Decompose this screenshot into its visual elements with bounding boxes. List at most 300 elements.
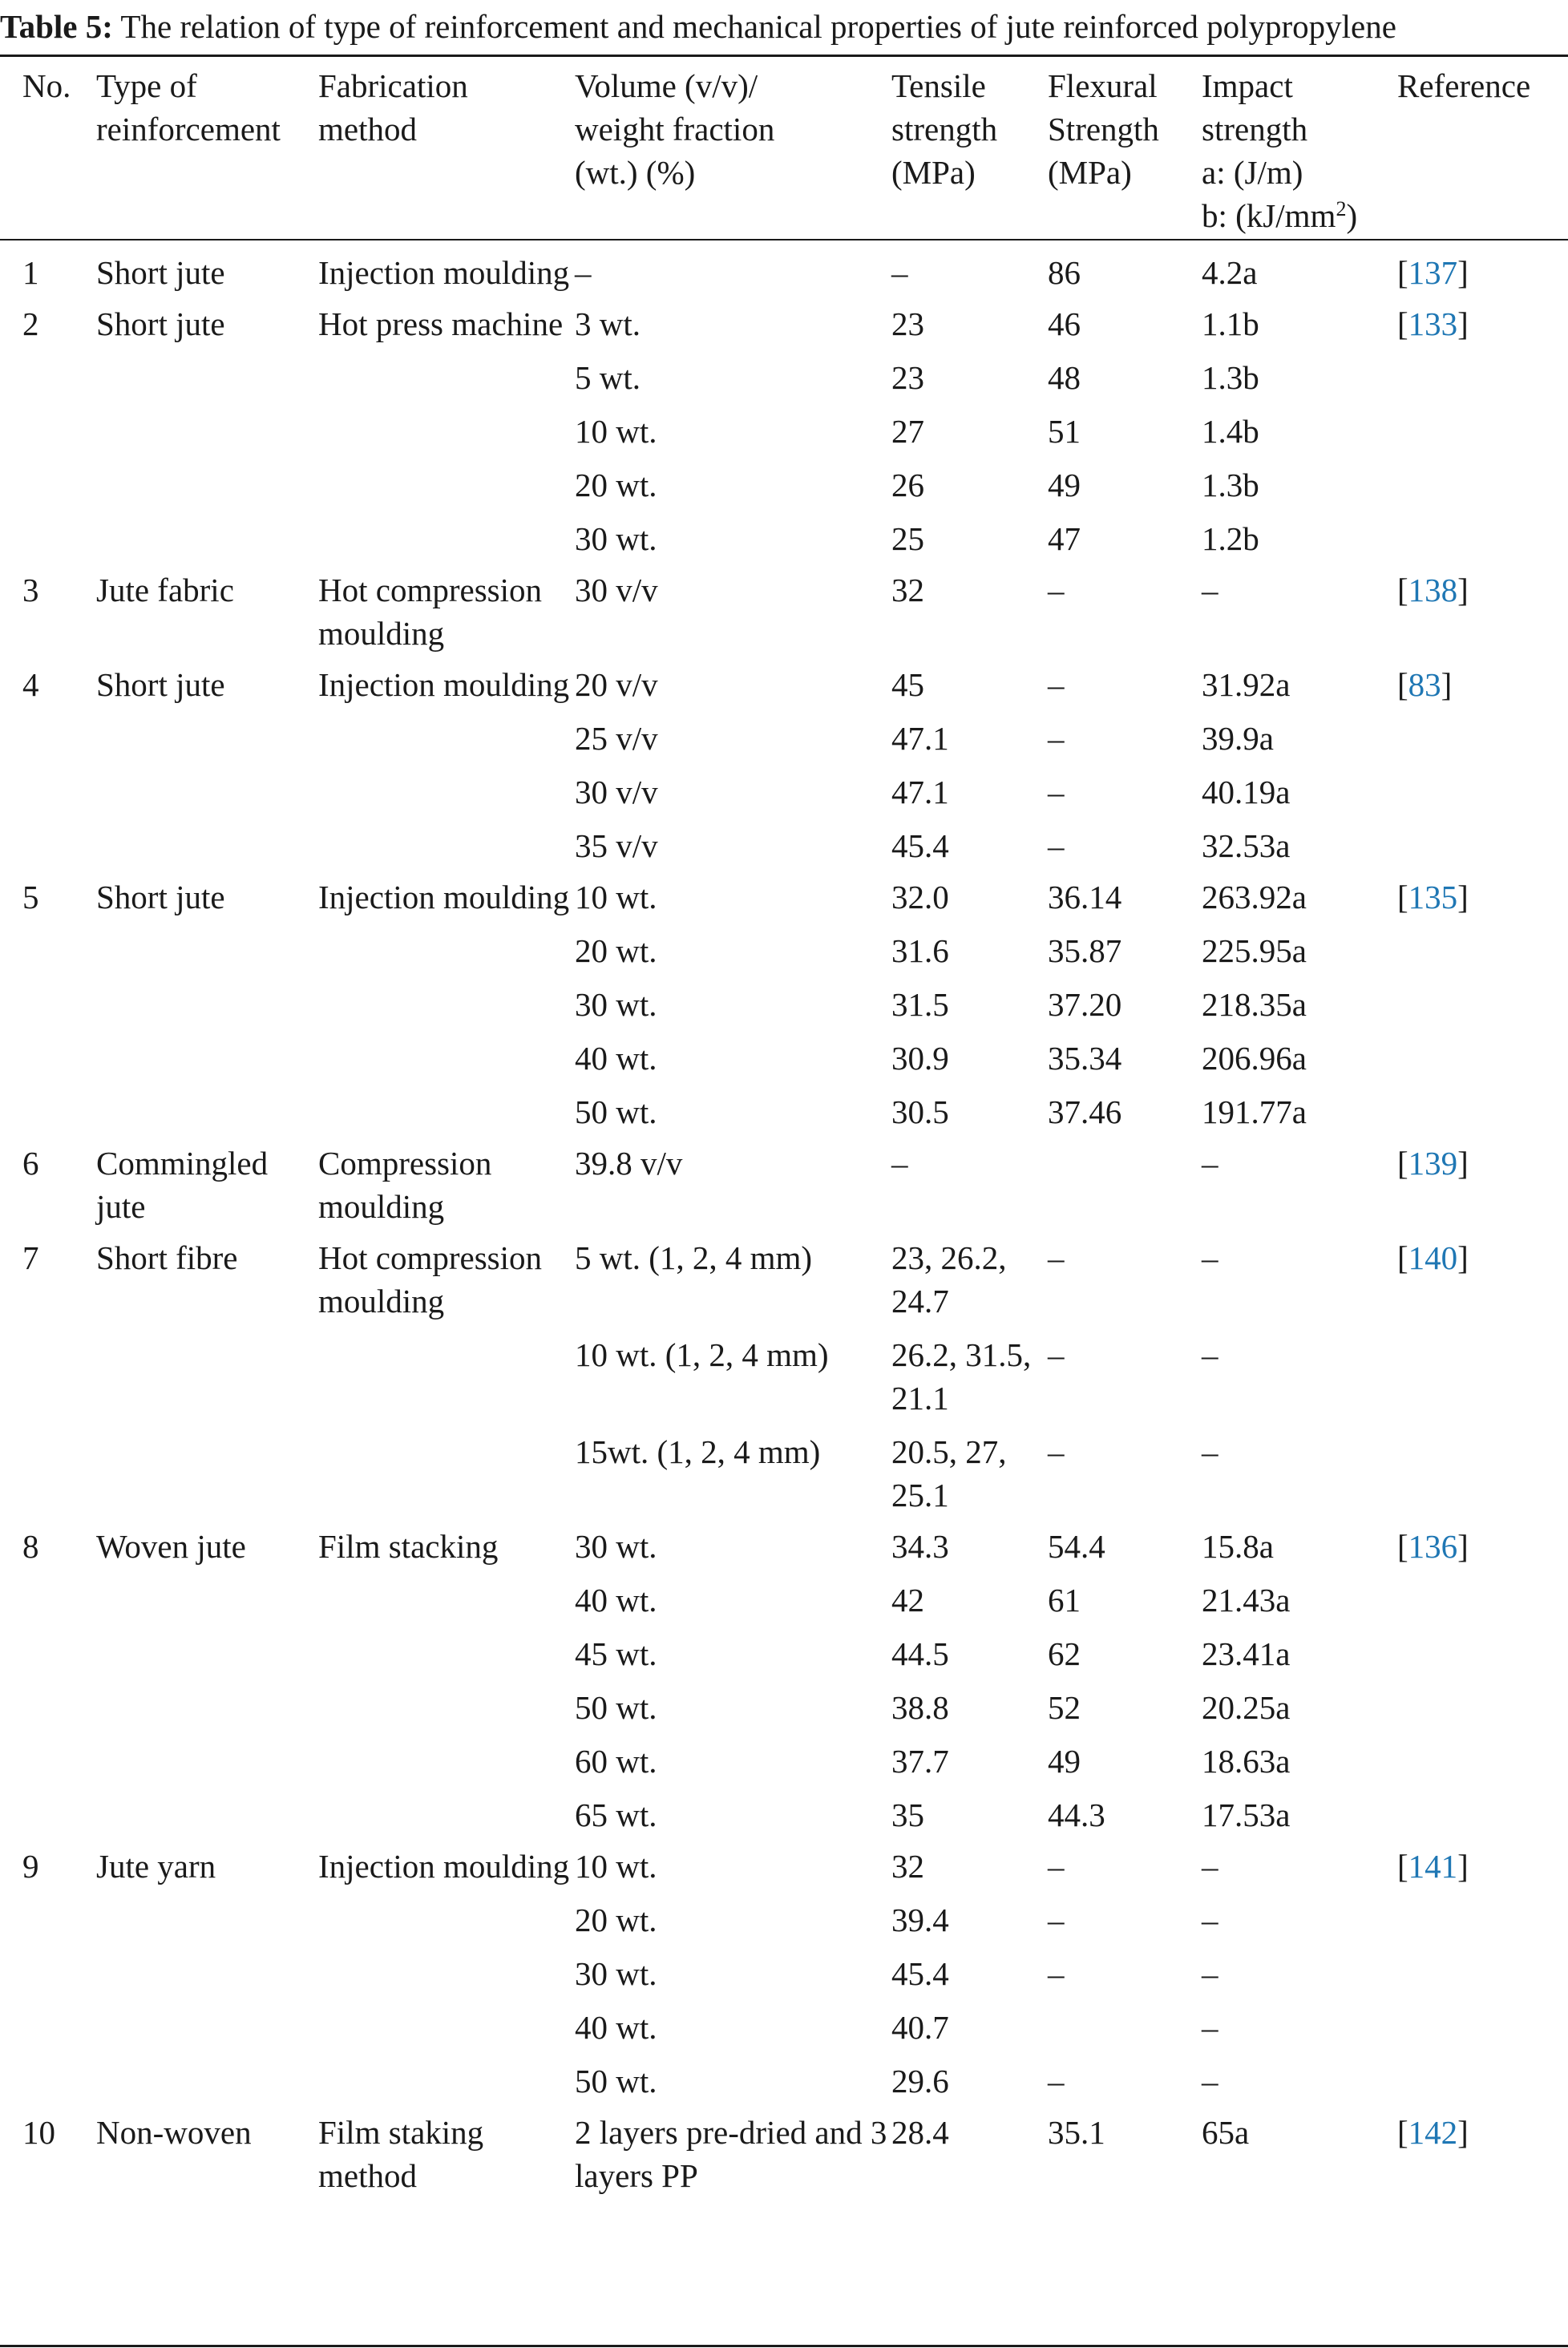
cell-reference [1397, 1622, 1568, 1675]
cell-fabrication-method: Hot compression moulding [318, 1239, 542, 1319]
cell-impact-strength: – [1202, 2063, 1218, 2099]
cell-volume-fraction: 30 v/v [575, 774, 658, 810]
table-bottom-rule [0, 2345, 1568, 2347]
cell-reference [1397, 1675, 1568, 1729]
cell-impact-strength: 65a [1202, 2114, 1250, 2151]
reference-link[interactable]: 141 [1408, 1848, 1458, 1885]
cell-fabrication-method [318, 1026, 575, 1080]
cell-flexural-strength: – [1048, 774, 1065, 810]
cell-tensile-strength: 45.4 [891, 827, 949, 864]
cell-reference [1397, 399, 1568, 453]
cell-impact-strength: 15.8a [1202, 1528, 1274, 1565]
cell-flexural-strength: 36.14 [1048, 879, 1122, 915]
cell-reference: [138] [1397, 572, 1469, 608]
cell-no [0, 2049, 96, 2103]
cell-reference: [135] [1397, 879, 1469, 915]
cell-tensile-strength: 39.4 [891, 1901, 949, 1938]
cell-impact-strength: 1.3b [1202, 359, 1259, 396]
cell-reference [1397, 1888, 1568, 1942]
cell-volume-fraction: 20 wt. [575, 932, 657, 969]
cell-no [0, 1323, 96, 1420]
cell-no [0, 1080, 96, 1134]
cell-no [0, 1995, 96, 2049]
cell-reinforcement-type [96, 2049, 318, 2103]
cell-no: 6 [22, 1145, 39, 1182]
table-row [0, 507, 1568, 560]
cell-tensile-strength: 45.4 [891, 1955, 949, 1992]
cell-impact-strength: – [1202, 1955, 1218, 1992]
cell-volume-fraction: 10 wt. [575, 1848, 657, 1885]
cell-flexural-strength: 44.3 [1048, 1796, 1105, 1833]
cell-fabrication-method [318, 1783, 575, 1837]
cell-tensile-strength: 37.7 [891, 1743, 949, 1780]
table-row [0, 706, 1568, 760]
cell-reinforcement-type [96, 1675, 318, 1729]
cell-no: 10 [22, 2114, 55, 2151]
cell-reinforcement-type [96, 1622, 318, 1675]
table-row [0, 1420, 1568, 1517]
cell-flexural-strength: 37.20 [1048, 986, 1122, 1023]
cell-reinforcement-type [96, 1995, 318, 2049]
cell-impact-strength: 20.25a [1202, 1689, 1291, 1726]
cell-reference [1397, 1942, 1568, 1995]
cell-fabrication-method [318, 1568, 575, 1622]
cell-reference [1397, 1995, 1568, 2049]
cell-tensile-strength: 27 [891, 413, 924, 450]
cell-fabrication-method: Hot compression moulding [318, 572, 542, 652]
cell-flexural-strength: 51 [1048, 413, 1081, 450]
cell-volume-fraction: 30 wt. [575, 520, 657, 557]
cell-tensile-strength: 28.4 [891, 2114, 949, 2151]
cell-reference: [141] [1397, 1848, 1469, 1885]
cell-flexural-strength: – [1048, 1433, 1065, 1470]
reference-link[interactable]: 83 [1408, 666, 1441, 703]
cell-reinforcement-type [96, 814, 318, 867]
cell-reinforcement-type [96, 1323, 318, 1420]
cell-reinforcement-type [96, 399, 318, 453]
cell-fabrication-method [318, 1675, 575, 1729]
cell-flexural-strength: 46 [1048, 305, 1081, 342]
table-row [0, 1888, 1568, 1942]
cell-tensile-strength: 42 [891, 1582, 924, 1619]
cell-volume-fraction: 65 wt. [575, 1796, 657, 1833]
table-row [0, 1134, 1568, 1228]
cell-flexural-strength: 49 [1048, 467, 1081, 503]
cell-reference: [137] [1397, 254, 1469, 291]
cell-no [0, 1675, 96, 1729]
cell-volume-fraction: 50 wt. [575, 1689, 657, 1726]
header-impact: Impact strength a: (J/m) b: $(kJ/mm^2)$ [1202, 67, 1358, 234]
table-row [0, 399, 1568, 453]
cell-no [0, 972, 96, 1026]
cell-volume-fraction: 30 v/v [575, 572, 658, 608]
cell-no [0, 1420, 96, 1517]
cell-reinforcement-type [96, 453, 318, 507]
cell-volume-fraction: 50 wt. [575, 2063, 657, 2099]
cell-fabrication-method [318, 399, 575, 453]
cell-volume-fraction: 20 wt. [575, 467, 657, 503]
table-caption [0, 6, 1568, 46]
cell-flexural-strength [1048, 1134, 1202, 1228]
reference-link[interactable]: 138 [1408, 572, 1458, 608]
table-row [0, 1783, 1568, 1837]
table-row [0, 1675, 1568, 1729]
cell-reinforcement-type [96, 1080, 318, 1134]
cell-flexural-strength: – [1048, 1955, 1065, 1992]
cell-flexural-strength: – [1048, 720, 1065, 757]
cell-volume-fraction: 50 wt. [575, 1093, 657, 1130]
cell-reference: [139] [1397, 1145, 1469, 1182]
cell-reference: [136] [1397, 1528, 1469, 1565]
cell-impact-strength: 218.35a [1202, 986, 1307, 1023]
table-row [0, 972, 1568, 1026]
cell-fabrication-method [318, 346, 575, 399]
header-fabrication: Fabrication method [318, 67, 468, 148]
cell-reference [1397, 1323, 1568, 1420]
header-volume: Volume (v/v)/ weight fraction (wt.) (%) [575, 67, 775, 191]
cell-impact-strength: – [1202, 572, 1218, 608]
cell-fabrication-method [318, 1323, 575, 1420]
cell-reinforcement-type: Short jute [96, 254, 225, 291]
cell-reinforcement-type: Commingled jute [96, 1145, 269, 1225]
cell-flexural-strength: 54.4 [1048, 1528, 1105, 1565]
cell-tensile-strength: 45 [891, 666, 924, 703]
cell-tensile-strength: 20.5, 27, 25.1 [891, 1433, 1007, 1513]
cell-flexural-strength: 86 [1048, 254, 1081, 291]
cell-flexural-strength [1048, 1995, 1202, 2049]
cell-impact-strength: 31.92a [1202, 666, 1291, 703]
cell-tensile-strength: 26 [891, 467, 924, 503]
cell-reference [1397, 760, 1568, 814]
cell-tensile-strength: 34.3 [891, 1528, 949, 1565]
cell-impact-strength: 263.92a [1202, 879, 1307, 915]
cell-impact-strength: 1.2b [1202, 520, 1259, 557]
header-flexural: Flexural Strength (MPa) [1048, 67, 1159, 191]
cell-fabrication-method: Injection moulding [318, 879, 570, 915]
cell-no: 2 [22, 305, 39, 342]
cell-reference: [83] [1397, 666, 1453, 703]
cell-impact-strength: 1.4b [1202, 413, 1259, 450]
cell-tensile-strength: – [891, 254, 908, 291]
cell-fabrication-method [318, 1080, 575, 1134]
cell-volume-fraction: 40 wt. [575, 1040, 657, 1077]
cell-reference [1397, 814, 1568, 867]
cell-volume-fraction: 20 v/v [575, 666, 658, 703]
table-row [0, 346, 1568, 399]
table-row [0, 1026, 1568, 1080]
cell-flexural-strength: 35.87 [1048, 932, 1122, 969]
cell-no [0, 1888, 96, 1942]
cell-fabrication-method: Film stacking [318, 1528, 499, 1565]
cell-reinforcement-type: Jute yarn [96, 1848, 216, 1885]
cell-reference [1397, 1080, 1568, 1134]
table-row [0, 2049, 1568, 2103]
table-top-rule [0, 55, 1568, 57]
cell-flexural-strength: – [1048, 1901, 1065, 1938]
cell-volume-fraction: 39.8 v/v [575, 1145, 683, 1182]
table-row [0, 1080, 1568, 1134]
table-row [0, 240, 1568, 294]
cell-tensile-strength: 23 [891, 305, 924, 342]
cell-volume-fraction: 30 wt. [575, 1528, 657, 1565]
cell-reference [1397, 1729, 1568, 1783]
cell-reinforcement-type: Woven jute [96, 1528, 246, 1565]
cell-reinforcement-type: Jute fabric [96, 572, 234, 608]
cell-volume-fraction: 10 wt. [575, 413, 657, 450]
table-row [0, 560, 1568, 655]
cell-fabrication-method: Compression moulding [318, 1145, 492, 1225]
cell-tensile-strength: 47.1 [891, 774, 949, 810]
cell-fabrication-method [318, 1622, 575, 1675]
cell-tensile-strength: 23 [891, 359, 924, 396]
table-row [0, 1228, 1568, 1323]
cell-reference [1397, 346, 1568, 399]
table-row [0, 867, 1568, 919]
cell-fabrication-method [318, 1942, 575, 1995]
cell-flexural-strength: 61 [1048, 1582, 1081, 1619]
cell-volume-fraction: 2 layers pre-dried and 3 layers PP [575, 2114, 887, 2194]
reference-link[interactable]: 142 [1408, 2114, 1458, 2151]
header-tensile: Tensile strength (MPa) [891, 67, 998, 191]
cell-impact-strength: 225.95a [1202, 932, 1307, 969]
cell-reinforcement-type: Short jute [96, 879, 225, 915]
cell-tensile-strength: 26.2, 31.5, 21.1 [891, 1336, 1032, 1416]
header-type: Type of reinforcement [96, 67, 281, 148]
cell-fabrication-method [318, 507, 575, 560]
cell-tensile-strength: 35 [891, 1796, 924, 1833]
cell-fabrication-method [318, 453, 575, 507]
cell-tensile-strength: 38.8 [891, 1689, 949, 1726]
table-row [0, 2103, 1568, 2197]
cell-fabrication-method [318, 972, 575, 1026]
cell-reinforcement-type [96, 1420, 318, 1517]
cell-fabrication-method [318, 760, 575, 814]
cell-tensile-strength: 32.0 [891, 879, 949, 915]
cell-volume-fraction: 60 wt. [575, 1743, 657, 1780]
cell-reinforcement-type [96, 1942, 318, 1995]
cell-impact-strength: – [1202, 1239, 1218, 1276]
cell-no [0, 507, 96, 560]
cell-impact-strength: – [1202, 1901, 1218, 1938]
cell-reinforcement-type [96, 346, 318, 399]
reference-link[interactable]: 137 [1408, 254, 1458, 291]
cell-volume-fraction: 35 v/v [575, 827, 658, 864]
cell-reinforcement-type [96, 919, 318, 972]
table-row [0, 655, 1568, 706]
cell-flexural-strength: – [1048, 827, 1065, 864]
cell-tensile-strength: 30.9 [891, 1040, 949, 1077]
cell-tensile-strength: – [891, 1145, 908, 1182]
table-row [0, 1622, 1568, 1675]
cell-no [0, 453, 96, 507]
cell-impact-strength: 17.53a [1202, 1796, 1291, 1833]
cell-flexural-strength: – [1048, 1848, 1065, 1885]
cell-impact-strength: 206.96a [1202, 1040, 1307, 1077]
table-caption-label: Table 5: [0, 8, 113, 45]
cell-tensile-strength: 40.7 [891, 2009, 949, 2046]
table-body [0, 240, 1568, 2197]
table-header-row [0, 58, 1568, 240]
table-row [0, 1517, 1568, 1568]
cell-reference: [140] [1397, 1239, 1469, 1276]
cell-no: 7 [22, 1239, 39, 1276]
cell-tensile-strength: 32 [891, 1848, 924, 1885]
cell-reinforcement-type [96, 760, 318, 814]
cell-flexural-strength: 37.46 [1048, 1093, 1122, 1130]
reference-link[interactable]: 135 [1408, 879, 1458, 915]
cell-volume-fraction: 10 wt. [575, 879, 657, 915]
cell-volume-fraction: – [575, 254, 592, 291]
cell-volume-fraction: 5 wt. [575, 359, 641, 396]
cell-fabrication-method [318, 2049, 575, 2103]
table-row [0, 1729, 1568, 1783]
cell-impact-strength: 39.9a [1202, 720, 1274, 757]
cell-fabrication-method: Hot press machine [318, 305, 564, 342]
cell-reinforcement-type [96, 706, 318, 760]
cell-no: 5 [22, 879, 39, 915]
table-row [0, 1568, 1568, 1622]
cell-reference [1397, 706, 1568, 760]
cell-reinforcement-type [96, 1026, 318, 1080]
cell-no [0, 706, 96, 760]
table-row [0, 1837, 1568, 1888]
cell-volume-fraction: 5 wt. (1, 2, 4 mm) [575, 1239, 813, 1276]
cell-fabrication-method: Film staking method [318, 2114, 484, 2194]
cell-impact-strength: 23.41a [1202, 1635, 1291, 1672]
cell-tensile-strength: 32 [891, 572, 924, 608]
cell-reinforcement-type: Short fibre [96, 1239, 238, 1276]
cell-impact-strength: 1.1b [1202, 305, 1259, 342]
cell-impact-strength: 4.2a [1202, 254, 1258, 291]
reference-link[interactable]: 136 [1408, 1528, 1458, 1565]
cell-fabrication-method [318, 1995, 575, 2049]
cell-impact-strength: – [1202, 1336, 1218, 1373]
cell-reference: [142] [1397, 2114, 1469, 2151]
cell-reference [1397, 453, 1568, 507]
cell-flexural-strength: 52 [1048, 1689, 1081, 1726]
cell-reinforcement-type [96, 1729, 318, 1783]
cell-no [0, 760, 96, 814]
cell-flexural-strength: 62 [1048, 1635, 1081, 1672]
cell-no [0, 1568, 96, 1622]
cell-fabrication-method [318, 1888, 575, 1942]
cell-tensile-strength: 30.5 [891, 1093, 949, 1130]
table-row [0, 919, 1568, 972]
properties-table [0, 58, 1568, 2197]
cell-volume-fraction: 30 wt. [575, 986, 657, 1023]
cell-no [0, 919, 96, 972]
cell-no: 9 [22, 1848, 39, 1885]
reference-link[interactable]: 133 [1408, 305, 1458, 342]
cell-reinforcement-type [96, 507, 318, 560]
cell-no [0, 346, 96, 399]
cell-no: 3 [22, 572, 39, 608]
cell-tensile-strength: 31.6 [891, 932, 949, 969]
cell-volume-fraction: 3 wt. [575, 305, 641, 342]
cell-volume-fraction: 30 wt. [575, 1955, 657, 1992]
cell-reinforcement-type [96, 972, 318, 1026]
cell-flexural-strength: – [1048, 1239, 1065, 1276]
table-row [0, 1942, 1568, 1995]
cell-fabrication-method [318, 814, 575, 867]
cell-impact-strength: 21.43a [1202, 1582, 1291, 1619]
reference-link[interactable]: 139 [1408, 1145, 1458, 1182]
cell-tensile-strength: 47.1 [891, 720, 949, 757]
cell-impact-strength: 191.77a [1202, 1093, 1307, 1130]
header-reference: Reference [1397, 67, 1531, 104]
table-row [0, 814, 1568, 867]
cell-volume-fraction: 40 wt. [575, 2009, 657, 2046]
cell-reference [1397, 972, 1568, 1026]
cell-reinforcement-type: Short jute [96, 666, 225, 703]
cell-fabrication-method: Injection moulding [318, 1848, 570, 1885]
cell-fabrication-method [318, 1729, 575, 1783]
table-caption-text: The relation of type of reinforcement and mechanical properties of jute reinforced polypropylene [120, 8, 1396, 45]
cell-no: 8 [22, 1528, 39, 1565]
cell-impact-strength: 32.53a [1202, 827, 1291, 864]
cell-volume-fraction: 10 wt. (1, 2, 4 mm) [575, 1336, 829, 1373]
cell-volume-fraction: 25 v/v [575, 720, 658, 757]
cell-no [0, 1729, 96, 1783]
cell-impact-strength: 18.63a [1202, 1743, 1291, 1780]
table-row [0, 760, 1568, 814]
cell-reference [1397, 1568, 1568, 1622]
table-row [0, 1995, 1568, 2049]
cell-flexural-strength: 49 [1048, 1743, 1081, 1780]
cell-flexural-strength: – [1048, 1336, 1065, 1373]
cell-tensile-strength: 44.5 [891, 1635, 949, 1672]
cell-no [0, 1783, 96, 1837]
cell-tensile-strength: 31.5 [891, 986, 949, 1023]
reference-link[interactable]: 140 [1408, 1239, 1458, 1276]
cell-tensile-strength: 25 [891, 520, 924, 557]
cell-no: 1 [22, 254, 39, 291]
table-row [0, 453, 1568, 507]
cell-no [0, 814, 96, 867]
cell-tensile-strength: 29.6 [891, 2063, 949, 2099]
cell-reference [1397, 1783, 1568, 1837]
cell-fabrication-method [318, 919, 575, 972]
cell-impact-strength: – [1202, 2009, 1218, 2046]
cell-reinforcement-type: Short jute [96, 305, 225, 342]
cell-flexural-strength: 47 [1048, 520, 1081, 557]
cell-flexural-strength: – [1048, 572, 1065, 608]
cell-reinforcement-type: Non-woven [96, 2114, 252, 2151]
cell-volume-fraction: 20 wt. [575, 1901, 657, 1938]
cell-reference [1397, 1026, 1568, 1080]
table-row [0, 294, 1568, 346]
cell-flexural-strength: – [1048, 666, 1065, 703]
cell-fabrication-method [318, 706, 575, 760]
cell-tensile-strength: 23, 26.2, 24.7 [891, 1239, 1007, 1319]
cell-no: 4 [22, 666, 39, 703]
cell-no [0, 1026, 96, 1080]
cell-no [0, 399, 96, 453]
cell-impact-strength: 40.19a [1202, 774, 1291, 810]
cell-impact-strength: – [1202, 1433, 1218, 1470]
cell-flexural-strength: 35.1 [1048, 2114, 1105, 2151]
cell-reference: [133] [1397, 305, 1469, 342]
table-row [0, 1323, 1568, 1420]
cell-flexural-strength: 35.34 [1048, 1040, 1122, 1077]
cell-reinforcement-type [96, 1888, 318, 1942]
cell-volume-fraction: 15wt. (1, 2, 4 mm) [575, 1433, 821, 1470]
cell-impact-strength: 1.3b [1202, 467, 1259, 503]
cell-no [0, 1942, 96, 1995]
header-no: No. [22, 67, 71, 104]
cell-reference [1397, 2049, 1568, 2103]
cell-volume-fraction: 40 wt. [575, 1582, 657, 1619]
